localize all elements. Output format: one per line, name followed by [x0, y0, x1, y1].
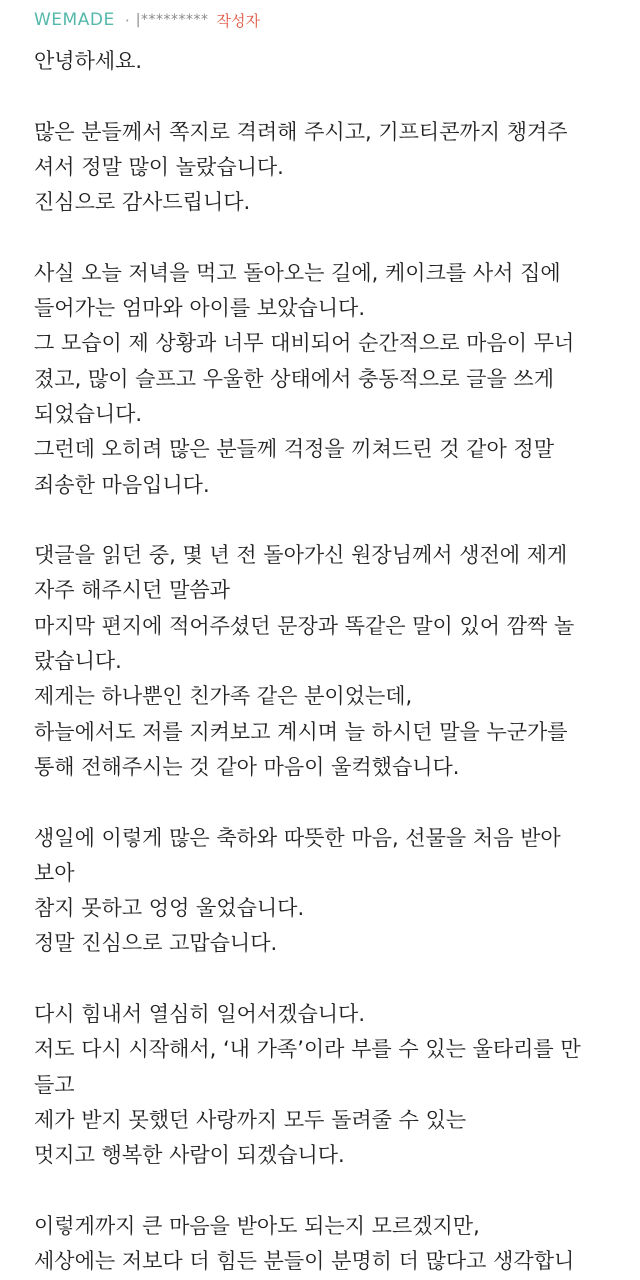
paragraph-gap: [34, 79, 614, 114]
post-text-line: 되었습니다.: [34, 401, 143, 426]
post-text-line: 참지 못하고 엉엉 울었습니다.: [34, 896, 305, 921]
post-text-line: 그 모습이 제 상황과 너무 대비되어 순간적으로 마음이 무너: [34, 331, 575, 356]
post-text-line: 정말 진심으로 고맙습니다.: [34, 931, 278, 956]
post-text-line: 다시 힘내서 열심히 일어서겠습니다.: [34, 1002, 365, 1027]
post-text-line: 댓글을 읽던 중, 몇 년 전 돌아가신 원장님께서 생전에 제게: [34, 543, 568, 568]
post-text-line: 죄송한 마음입니다.: [34, 472, 210, 497]
paragraph-gap: [34, 503, 614, 538]
post-text-line: 셔서 정말 많이 놀랐습니다.: [34, 154, 284, 179]
post-body: [34, 44, 614, 1279]
post-text-line: 제게는 하나뿐인 친가족 같은 분이었는데,: [34, 684, 413, 709]
post-text-line: 진심으로 감사드립니다.: [34, 190, 251, 215]
post-text-line: 제가 받지 못했던 사랑까지 모두 돌려줄 수 있는: [34, 1107, 467, 1132]
post-author-meta: [34, 6, 260, 34]
post-text-line: 하늘에서도 저를 지켜보고 계시며 늘 하시던 말을 누군가를: [34, 719, 568, 744]
post-text-line: 멋지고 행복한 사람이 되겠습니다.: [34, 1143, 345, 1168]
post-text-line: 사실 오늘 저녁을 먹고 돌아오는 길에, 케이크를 사서 집에: [34, 260, 561, 285]
post-text-line: 그런데 오히려 많은 분들께 걱정을 끼쳐드린 것 같아 정말: [34, 437, 554, 462]
post-text-line: 보아: [34, 860, 75, 885]
post-text-line: 통해 전해주시는 것 같아 마음이 울컥했습니다.: [34, 754, 460, 779]
paragraph-gap: [34, 962, 614, 997]
post-text-line: 안녕하세요.: [34, 49, 143, 73]
post-text-line: 졌고, 많이 슬프고 우울한 상태에서 충동적으로 글을 쓰게: [34, 366, 554, 391]
post-text-line: 많은 분들께서 쪽지로 격려해 주시고, 기프티콘까지 챙겨주: [34, 119, 568, 144]
post-text-line: 세상에는 저보다 더 힘든 분들이 분명히 더 많다고 생각합니: [34, 1249, 575, 1274]
post-text-line: 들어가는 엄마와 아이를 보았습니다.: [34, 296, 365, 321]
post-text-line: 이렇게까지 큰 마음을 받아도 되는지 모르겠지만,: [34, 1213, 480, 1238]
post-text-line: 저도 다시 시작해서, ‘내 가족’이라 부를 수 있는 울타리를 만: [34, 1037, 581, 1062]
paragraph-gap: [34, 1174, 614, 1209]
author-company[interactable]: WEMADE: [34, 10, 115, 30]
meta-separator: ·: [124, 10, 130, 30]
author-badge: 작성자: [216, 11, 260, 30]
post-text-line: 들고: [34, 1072, 75, 1097]
post-text-line: 생일에 이렇게 많은 축하와 따뜻한 마음, 선물을 처음 받아: [34, 825, 561, 850]
post-text-line: 마지막 편지에 적어주셨던 문장과 똑같은 말이 있어 깜짝 놀: [34, 613, 575, 638]
paragraph-gap: [34, 785, 614, 820]
post-text-line: 랐습니다.: [34, 649, 122, 674]
post-text-line: 자주 해주시던 말씀과: [34, 578, 230, 603]
paragraph-gap: [34, 220, 614, 255]
author-nickname[interactable]: |*********: [135, 12, 209, 28]
